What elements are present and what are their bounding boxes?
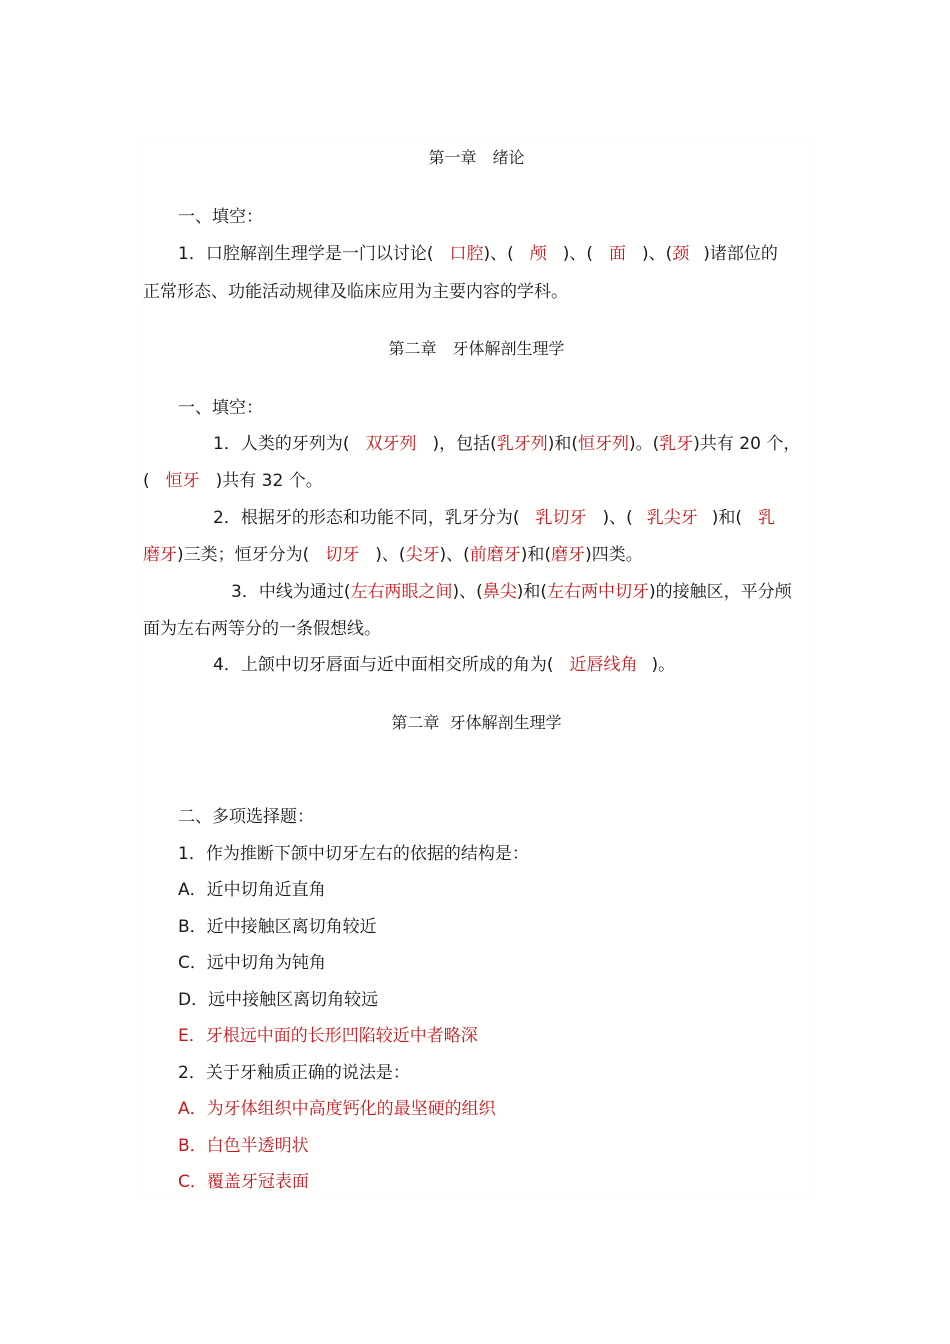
answer: 乳切牙 xyxy=(535,508,587,528)
answer: 切牙 xyxy=(325,545,360,565)
answer: 左右两中切牙 xyxy=(546,582,649,602)
text: )的接触区，平分颅 xyxy=(648,582,792,602)
text: )和( xyxy=(516,582,547,602)
answer: 左右两眼之间 xyxy=(350,582,453,602)
answer: 双牙列 xyxy=(365,434,417,454)
text: 1．人类的牙列为( xyxy=(213,434,350,454)
text: )、( xyxy=(602,508,633,528)
text: )、( xyxy=(439,545,470,565)
ch1-q1-line1 xyxy=(178,242,778,266)
answer: 近唇线角 xyxy=(569,655,638,675)
ch2-q1-line2 xyxy=(143,469,323,493)
text: )和( xyxy=(520,545,552,565)
ch2-q3-line1 xyxy=(231,580,792,604)
mc-q2-option-a-correct: A．为牙体组织中高度钙化的最坚硬的组织 xyxy=(178,1099,496,1119)
mc-q1-option-c: C．远中切角为钝角 xyxy=(178,953,326,973)
mc-q1-option-e-correct: E．牙根远中面的长形凹陷较近中者略深 xyxy=(178,1026,478,1046)
answer: 恒牙列 xyxy=(577,434,629,454)
answer: 乳 xyxy=(757,508,775,528)
ch2-section-heading: 一、填空： xyxy=(178,398,263,418)
text: )共有 32 个。 xyxy=(215,471,323,491)
answer: 磨牙 xyxy=(551,545,586,565)
text: )四类。 xyxy=(585,545,643,565)
text: )。 xyxy=(651,655,676,675)
mc-q1-option-a: A．近中切角近直角 xyxy=(178,880,326,900)
mc-q1-stem: 1．作为推断下颌中切牙左右的依据的结构是： xyxy=(178,844,529,864)
text: 2．根据牙的形态和功能不同，乳牙分为( xyxy=(213,508,520,528)
answer: 磨牙 xyxy=(143,545,177,565)
ch2-q2-line2 xyxy=(143,543,643,567)
answer: 尖牙 xyxy=(405,545,440,565)
mc-q2-option-b-correct: B．白色半透明状 xyxy=(178,1136,309,1156)
text: 1．口腔解剖生理学是一门以讨论( xyxy=(178,244,434,264)
mc-q1-option-b: B．近中接触区离切角较近 xyxy=(178,917,377,937)
text: )三类；恒牙分为( xyxy=(177,545,310,565)
answer: 乳尖牙 xyxy=(646,508,698,528)
mc-q2-stem: 2．关于牙釉质正确的说法是： xyxy=(178,1063,410,1083)
text: )诸部位的 xyxy=(703,244,778,264)
text: )。( xyxy=(628,434,660,454)
mc-q1-option-d: D．远中接触区离切角较远 xyxy=(178,990,379,1010)
ch1-section-heading: 一、填空： xyxy=(178,207,263,227)
chapter-2-title: 第二章 牙体解剖生理学 xyxy=(388,339,565,358)
text: )和( xyxy=(547,434,578,454)
ch2-q2-line1 xyxy=(213,506,775,530)
answer: 颅 xyxy=(529,244,547,264)
answer: 前磨牙 xyxy=(469,545,521,565)
ch2-q4-line1 xyxy=(213,653,675,677)
text: 3．中线为通过( xyxy=(231,582,351,602)
text: ( xyxy=(143,471,150,491)
answer: 恒牙 xyxy=(165,471,200,491)
chapter-1-title: 第一章 绪论 xyxy=(428,148,525,167)
text: )、( xyxy=(452,582,483,602)
ch1-q1-line2: 正常形态、功能活动规律及临床应用为主要内容的学科。 xyxy=(143,282,568,302)
ch2-q1-line1 xyxy=(213,432,800,456)
answer: 鼻尖 xyxy=(482,582,517,602)
text: )共有 20 个， xyxy=(693,434,801,454)
answer: 口腔 xyxy=(449,244,484,264)
text: )和( xyxy=(711,508,742,528)
answer: 面 xyxy=(608,244,626,264)
text: 4．上颌中切牙唇面与近中面相交所成的角为( xyxy=(213,655,554,675)
chapter-2b-title: 第二章 牙体解剖生理学 xyxy=(391,713,562,732)
ch2-q3-line2: 面为左右两等分的一条假想线。 xyxy=(143,619,381,639)
text: )，包括( xyxy=(432,434,497,454)
text: )、( xyxy=(562,244,593,264)
text: )、( xyxy=(483,244,514,264)
mc-section-heading: 二、多项选择题： xyxy=(178,807,314,827)
text: )、( xyxy=(641,244,673,264)
mc-q2-option-c-correct: C．覆盖牙冠表面 xyxy=(178,1172,309,1192)
text: )、( xyxy=(375,545,406,565)
answer: 乳牙 xyxy=(659,434,694,454)
answer: 乳牙列 xyxy=(496,434,548,454)
answer: 颈 xyxy=(672,244,690,264)
